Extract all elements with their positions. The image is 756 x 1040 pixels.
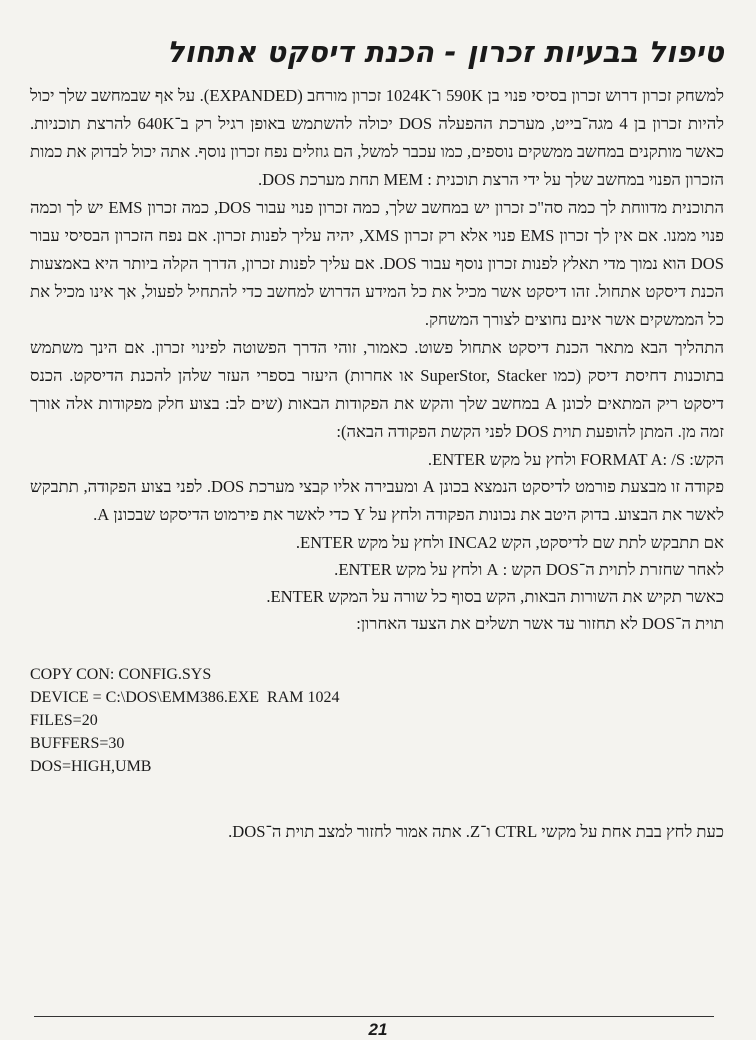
format-step: הקש: FORMAT A: /S ולחץ על מקש ENTER. xyxy=(427,450,724,469)
document-page xyxy=(30,34,724,863)
page-title: טיפול בבעיות זכרון - הכנת דיסקט אתחול xyxy=(166,35,724,69)
intro-paragraph: למשחק זכרון דרוש זכרון בסיסי פנוי בן 590K ו־1024K זכרון מורחב (EXPANDED). על אף שבמחשב שלך יכול להיות זכרון בן 4 מגה־בייט, מערכת ההפעלה DOS יכולה להשתמש באופן רגיל רק ב־640K להרצת תוכניות. כאשר מותקנים במחשב ממשקים נוספים, כמו עכבר למשל, הם גוזלים נפח זכרון נוסף. אתה יכול לבדוק את כמות הזכרון הפנוי במחשב שלך על ידי הרצת תוכנית : MEM תחת מערכת DOS. xyxy=(30,86,725,189)
wait-step: תוית ה־DOS לא תחזור עד אשר תשלים את הצעד האחרון: xyxy=(356,614,724,633)
config-sys-code-block xyxy=(30,663,724,778)
type-lines-step: כאשר תקיש את השורות הבאות, הקש בסוף כל שורה על המקש ENTER. xyxy=(266,587,724,606)
code-line: FILES=20 xyxy=(30,712,98,729)
code-line: COPY CON: CONFIG.SYS xyxy=(30,666,212,683)
format-description: פקודה זו מבצעת פורמט לדיסקט הנמצא בכונן A ומעבירה אליו קבצי מערכת DOS. לפני בצוע הפקודה, תתבקש לאשר את הבצוע. בדוק היטב את נכונות הפקודה ולחץ על Y כדי לאשר את פירמוט הדיסקט שבכונן A. xyxy=(30,477,725,524)
memory-report-paragraph: התוכנית מדווחת לך כמה סה"כ זכרון יש במחשב שלך, כמה זכרון פנוי עבור DOS, כמה זכרון EMS יש לך וכמה פנוי ממנו. אם אין לך זכרון EMS פנוי אלא רק זכרון XMS, יהיה עליך לפנות זכרון. אם נפח הזכרון הבסיסי עבור DOS הוא נמוך מדי תאלץ לפנות זכרון נוסף עבור DOS. אם עליך לפנות זכרון, הדרך הקלה ביותר היא באמצעות הכנת דיסקט אתחול. זהו דיסקט אשר מכיל את כל המידע הדרוש למחשב כדי להתחיל לפעול, אך אינו מכיל את כל הממשקים אשר אינם נחוצים לצורך המשחק. xyxy=(30,198,724,329)
return-step: לאחר שחזרת לתוית ה־DOS הקש : A ולחץ על מקש ENTER. xyxy=(334,560,724,579)
page-number: 21 xyxy=(368,1020,388,1039)
label-step: אם תתבקש לתת שם לדיסקט, הקש INCA2 ולחץ על מקש ENTER. xyxy=(295,533,724,552)
final-instruction: כעת לחץ בבת אחת על מקשי CTRL ו־Z. אתה אמור לחזור למצב תוית ה־DOS. xyxy=(228,822,724,841)
footer-divider xyxy=(34,1016,714,1017)
code-line: DEVICE = C:\DOS\EMM386.EXE RAM 1024 xyxy=(30,689,340,706)
code-line: BUFFERS=30 xyxy=(30,735,125,752)
code-line: DOS=HIGH,UMB xyxy=(30,758,152,775)
boot-disk-paragraph: התהליך הבא מתאר הכנת דיסקט אתחול פשוט. כאמור, זוהי הדרך הפשוטה לפינוי זכרון. אם הינך משתמש בתוכנות דחיסת דיסק (כמו SuperStor, Stacker או אחרות) היעזר בספרי העזר שלהן להכנת הדיסקט. הכנס דיסקט ריק המתאים לכונן A במחשב שלך והקש את הפקודות הבאות (שים לב: בצוע חלק מפקודות אלה אורך זמה מן. המתן להופעת תוית DOS לפני הקשת הפקודה הבאה): xyxy=(30,338,724,441)
